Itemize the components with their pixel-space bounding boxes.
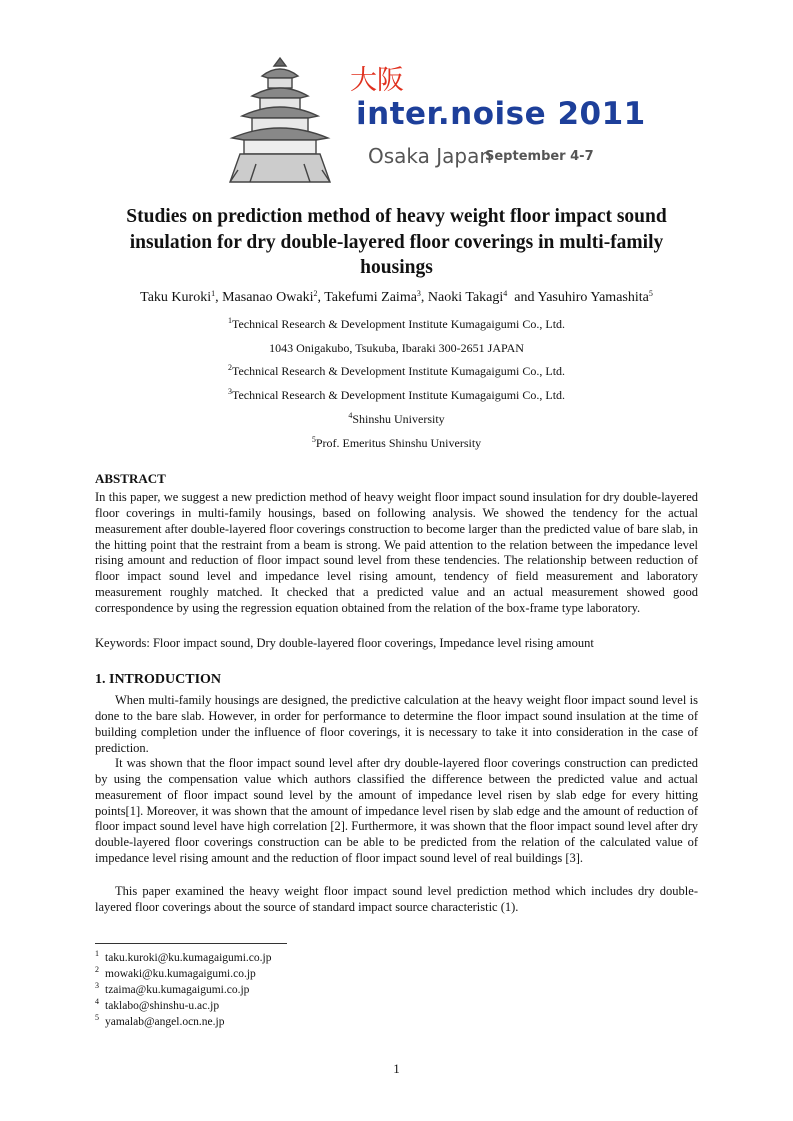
affiliation-line: [95, 412, 698, 426]
footnote: [95, 999, 219, 1013]
page-number: 1: [393, 1061, 400, 1076]
author-name: Masanao Owaki: [222, 290, 314, 305]
footnote-email: taklabo@shinshu-u.ac.jp: [105, 1000, 220, 1012]
footnote: [95, 951, 271, 965]
paper-title: Studies on prediction method of heavy weight floor impact sound insulation for dry double-layered floor coverings in multi-family housings: [126, 206, 667, 278]
author-affiliation-mark: 5: [648, 289, 653, 298]
affiliation-text: Technical Research & Development Institute Kumagaigumi Co., Ltd.: [231, 388, 566, 402]
affiliation-text: Technical Research & Development Institute Kumagaigumi Co., Ltd.: [231, 317, 566, 331]
logo-dates: September 4-7: [485, 149, 594, 164]
affiliation-text: 1043 Onigakubo, Tsukuba, Ibaraki 300-2651 JAPAN: [269, 341, 524, 355]
logo-kanji: 大阪: [350, 65, 404, 96]
abstract-body: In this paper, we suggest a new prediction method of heavy weight floor impact sound insulation for dry double-layered floor coverings in multi-family housings, based on following analysis. We showed the tendency for the actual measurement after double-layered floor coverings construction to become larger than the predicted value of bare slab, in the hitting point that the restraint from a beam is strong. We paid attention to the relation between the impedance level rising amount and reduction of floor impact sound level from these tendencies. The relationship between reduction of floor impact sound level and impedance level rising amount, tendency of field measurement and laboratory measurement roughly matched. It checked that a predicted value and an actual measurement showed good correspondence by using the regression equation obtained from the relation of the box-frame type laboratory.: [95, 490, 698, 615]
keywords: Keywords: Floor impact sound, Dry double-layered floor coverings, Impedance level rising amount: [95, 636, 594, 650]
affiliation-text: Prof. Emeritus Shinshu University: [315, 436, 482, 450]
author-name: Takefumi Zaima: [324, 290, 417, 305]
footnote-mark: 4: [95, 997, 99, 1006]
affiliation-mark: 4: [348, 411, 353, 420]
footnote-email: yamalab@angel.ocn.ne.jp: [105, 1016, 225, 1028]
author-affiliation-mark: 1: [211, 289, 216, 298]
footnote-divider: [95, 943, 287, 944]
affiliation-line: [95, 341, 698, 355]
affiliation-mark: 3: [227, 387, 232, 396]
conference-logo: [210, 52, 646, 192]
author-separator: ,: [215, 290, 223, 305]
author-name: Taku Kuroki: [140, 290, 212, 305]
abstract-heading: ABSTRACT: [95, 471, 166, 486]
affiliation-line: [95, 364, 698, 378]
author-list: [95, 289, 698, 307]
footnote-mark: 5: [95, 1013, 99, 1022]
author-separator: ,: [317, 290, 325, 305]
affiliation-mark: 1: [227, 316, 232, 325]
footnote: [95, 983, 249, 997]
author-name: Yasuhiro Yamashita: [537, 290, 649, 305]
footnote-email: tzaima@ku.kumagaigumi.co.jp: [105, 984, 250, 996]
osaka-castle-illustration: [210, 52, 350, 192]
logo-location: Osaka Japan: [368, 144, 493, 168]
affiliation-line: [95, 317, 698, 331]
affiliation-mark: 2: [227, 363, 232, 372]
logo-title: inter.noise 2011: [356, 96, 646, 132]
intro-paragraph: This paper examined the heavy weight floor impact sound level prediction method which includes dry double-layered floor coverings about the source of standard impact source characteristic (1).: [95, 884, 698, 914]
intro-paragraph: When multi-family housings are designed, the predictive calculation at the heavy weight floor impact sound level is done to the bare slab. However, in order for performance to determine the floor impact sound insulation at the time of building completion under the influence of floor coverings, it is necessary to take it into consideration in the case of prediction.: [95, 693, 698, 755]
footnote-email: mowaki@ku.kumagaigumi.co.jp: [105, 968, 256, 980]
affiliation-mark: 5: [311, 435, 316, 444]
footnote-mark: 2: [95, 965, 99, 974]
affiliation-line: [95, 436, 698, 450]
author-separator: and: [507, 290, 538, 305]
author-name: Naoki Takagi: [427, 290, 504, 305]
affiliation-text: Shinshu University: [352, 412, 445, 426]
intro-paragraph: It was shown that the floor impact sound level after dry double-layered floor coverings construction can predicted by using the compensation value which authors classified the difference between the predicted value and actual measurement of floor impact sound level by the amount of impedance level risen by slab edge for every hitting points[1]. Moreover, it was shown that the amount of impedance level risen by slab edge and the amount of reduction of floor impact sound level have high correlation [2]. Furthermore, it was shown that the floor impact sound level after dry double-layered floor coverings construction can be able to be predicted from the relation of the calculated value of impedance level rising amount and the reduction of floor impact sound level of real buildings [3].: [95, 756, 698, 866]
author-affiliation-mark: 4: [503, 289, 508, 298]
footnote: [95, 967, 256, 981]
section-heading-introduction: 1. INTRODUCTION: [95, 672, 222, 687]
footnote-mark: 3: [95, 981, 99, 990]
author-affiliation-mark: 2: [313, 289, 318, 298]
affiliation-text: Technical Research & Development Institute Kumagaigumi Co., Ltd.: [231, 364, 566, 378]
author-affiliation-mark: 3: [416, 289, 421, 298]
author-separator: ,: [420, 290, 428, 305]
footnote-email: taku.kuroki@ku.kumagaigumi.co.jp: [105, 952, 272, 964]
footnote: [95, 1015, 224, 1029]
footnote-mark: 1: [95, 949, 99, 958]
affiliation-line: [95, 388, 698, 402]
